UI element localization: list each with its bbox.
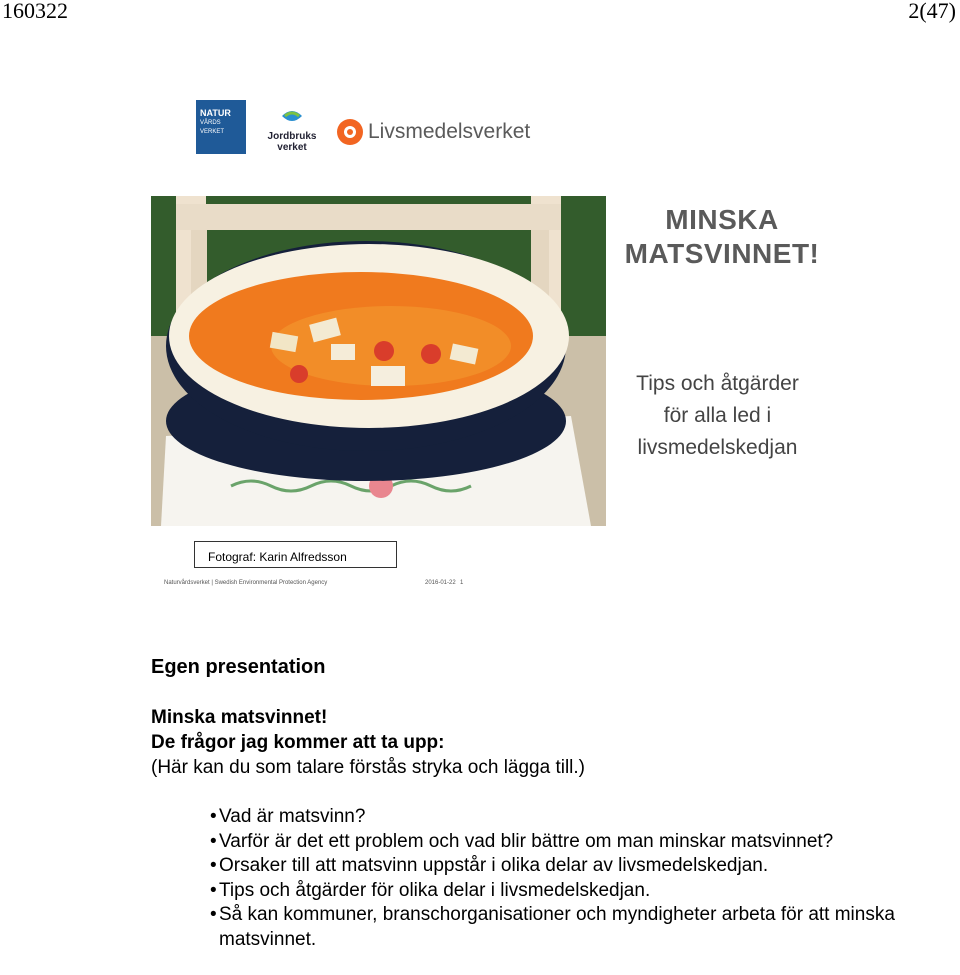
logo-text-line3: VERKET [200,129,225,135]
topic-list [210,805,930,952]
list-item: • Vad är matsvinn? [210,805,930,830]
slide-title [612,203,832,271]
slide-footer-date: 2016-01-22 [425,580,456,586]
section-heading: Egen presentation [151,656,326,678]
list-item: • Orsaker till att matsvinn uppstår i olika delar av livsmedelskedjan. [210,854,930,879]
page-number: 2(47) [908,0,956,23]
slide-subtitle-line1: Tips och åtgärder [636,372,799,395]
logo-text-line2: VÅRDS [200,120,221,126]
body-line-2: De frågor jag kommer att ta upp: [151,732,445,753]
logo-text-line2: verket [277,142,307,153]
slide-footer-org: Naturvårdsverket | Swedish Environmental Protection Agency [164,580,328,586]
slide-title-line1: MINSKA [665,204,779,235]
jordbruksverket-emblem-icon [280,106,304,126]
document-id: 160322 [2,0,68,23]
list-item: • Så kan kommuner, branschorganisationer och myndigheter arbeta för att minska matsvinnet. [210,903,930,952]
slide-subtitle-line3: livsmedelskedjan [637,436,798,459]
livsmedelsverket-emblem-icon [336,118,364,146]
livsmedelsverket-wordmark: Livsmedelsverket [368,120,531,143]
list-item: • Tips och åtgärder för olika delar i livsmedelskedjan. [210,879,930,904]
body-line-3: (Här kan du som talare förstås stryka och lägga till.) [151,757,586,778]
logo-text-line1: Jordbruks [267,131,317,142]
list-item: • Varför är det ett problem och vad blir bättre om man minskar matsvinnet? [210,830,930,855]
body-line-1: Minska matsvinnet! [151,707,328,728]
slide-subtitle [610,368,825,464]
slide-subtitle-line2: för alla led i [663,404,772,427]
naturvardsverket-logo [196,100,246,154]
jordbruksverket-logo [262,106,322,153]
slide-title-line2: MATSVINNET! [624,238,820,269]
livsmedelsverket-logo [336,118,531,151]
photo-credit: Fotograf: Karin Alfredsson [194,541,397,568]
slide-footer-page: 1 [460,580,464,586]
soup-bowl-photo [151,196,606,526]
logo-text-line1: NATUR [200,108,231,118]
